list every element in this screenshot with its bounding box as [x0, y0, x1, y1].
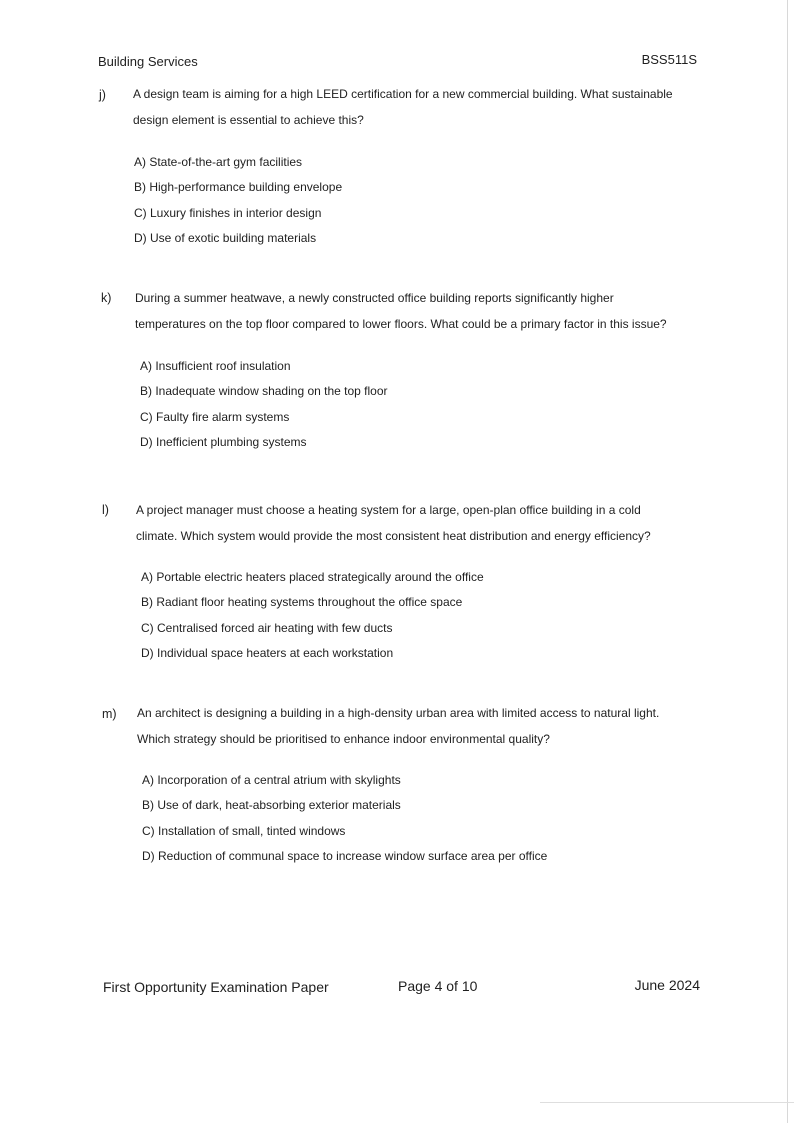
scan-edge-right	[787, 0, 788, 1123]
question-number: k)	[101, 291, 112, 305]
answer-option: C) Installation of small, tinted windows	[142, 823, 346, 838]
answer-options	[142, 768, 547, 869]
question-stem	[137, 700, 717, 752]
answer-option: B) Radiant floor heating systems throughout the office space	[141, 595, 463, 610]
answer-option: A) Insufficient roof insulation	[140, 359, 291, 373]
answer-options	[134, 150, 342, 251]
answer-option: C) Centralised forced air heating with few ducts	[141, 620, 393, 635]
header-course-code: BSS511S	[641, 52, 697, 67]
question-stem-line: Which strategy should be prioritised to enhance indoor environmental quality?	[137, 732, 550, 746]
answer-option: D) Use of exotic building materials	[134, 230, 317, 245]
header-course-name: Building Services	[98, 54, 198, 69]
question-number: l)	[102, 503, 109, 517]
answer-option: D) Inefficient plumbing systems	[140, 434, 307, 449]
question-stem-line: climate. Which system would provide the most consistent heat distribution and energy efficiency?	[136, 529, 651, 543]
question-stem	[133, 81, 713, 133]
question-stem	[136, 497, 716, 549]
footer-exam-title: First Opportunity Examination Paper	[103, 979, 329, 995]
answer-option: B) High-performance building envelope	[134, 180, 343, 195]
scan-edge-bottom	[540, 1102, 794, 1103]
question-number: j)	[99, 88, 106, 102]
answer-option: C) Faulty fire alarm systems	[140, 409, 290, 424]
answer-option: D) Individual space heaters at each workstation	[141, 645, 394, 660]
question-stem-line: An architect is designing a building in a high-density urban area with limited access to natural light.	[137, 706, 660, 720]
answer-options	[141, 565, 484, 666]
footer-date: June 2024	[634, 977, 700, 993]
answer-option: C) Luxury finishes in interior design	[134, 205, 322, 220]
question-stem	[135, 285, 715, 337]
question-stem-line: A design team is aiming for a high LEED certification for a new commercial building. What sustainable	[133, 87, 673, 101]
answer-options	[140, 354, 388, 455]
question-stem-line: design element is essential to achieve this?	[133, 113, 364, 127]
answer-option: A) Incorporation of a central atrium with skylights	[142, 773, 401, 787]
question-number: m)	[102, 707, 117, 721]
question-stem-line: temperatures on the top floor compared to lower floors. What could be a primary factor in this issue?	[135, 317, 667, 331]
answer-option: A) Portable electric heaters placed strategically around the office	[141, 570, 484, 584]
question-stem-line: A project manager must choose a heating system for a large, open-plan office building in a cold	[136, 503, 641, 517]
question-stem-line: During a summer heatwave, a newly constructed office building reports significantly higher	[135, 291, 614, 305]
footer-page-number: Page 4 of 10	[398, 978, 478, 994]
answer-option: B) Inadequate window shading on the top floor	[140, 384, 388, 399]
answer-option: D) Reduction of communal space to increase window surface area per office	[142, 848, 548, 863]
answer-option: B) Use of dark, heat-absorbing exterior materials	[142, 798, 401, 813]
answer-option: A) State-of-the-art gym facilities	[134, 155, 303, 169]
